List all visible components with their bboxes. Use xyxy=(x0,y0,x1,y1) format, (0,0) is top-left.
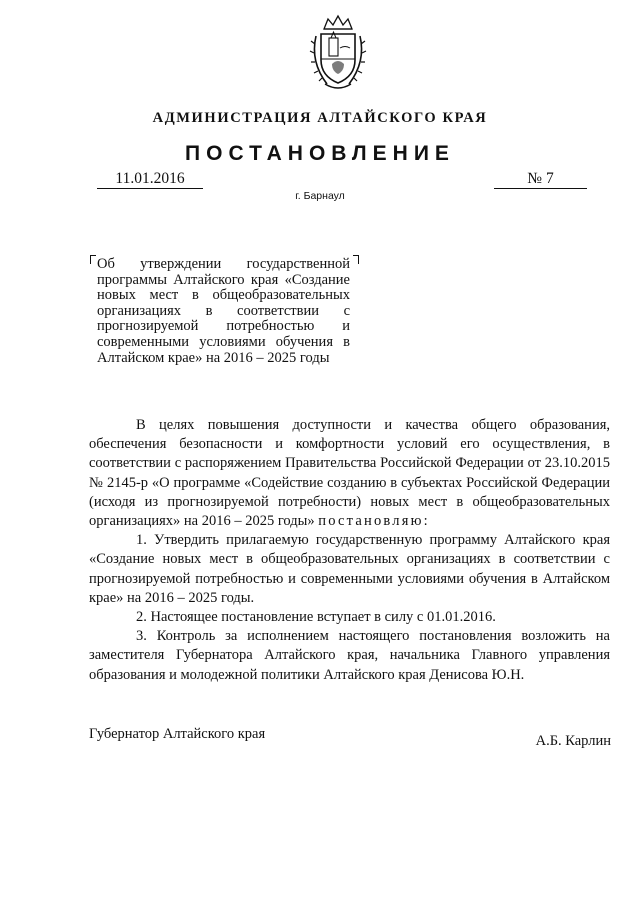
document-subject: Об утверждении государственной программы Алтайского края «Создание новых мест в общеобразовательных организациях в соответствии с прогнозируемой потребностью и современными условиями обучения в Алтайском крае» на 2016 – 2025 годы xyxy=(97,256,350,366)
item-paragraph: 2. Настоящее постановление вступает в силу с 01.01.2016. xyxy=(136,609,496,626)
subject-bracket-left xyxy=(90,255,96,264)
item-paragraph: 3. Контроль за исполнением настоящего постановления возложить на заместителя Губернатора Алтайского края, начальника Главного управления образования и молодежной политики Алтайского края Денисова Ю.Н. xyxy=(89,628,610,683)
coat-of-arms-icon xyxy=(307,14,369,94)
signatory-name: А.Б. Карлин xyxy=(535,733,611,749)
document-number: № 7 xyxy=(494,170,587,189)
signatory-title: Губернатор Алтайского края xyxy=(89,726,266,742)
city: г. Барнаул xyxy=(295,190,345,202)
subject-bracket-right xyxy=(353,255,359,264)
document-date: 11.01.2016 xyxy=(97,170,203,189)
document-body xyxy=(89,416,610,685)
item-paragraph: 1. Утвердить прилагаемую государственную программу Алтайского края «Создание новых мест в общеобразовательных организациях в соответствии с прогнозируемой потребностью и современными условиями обучения в Алтайском крае» на 2016 – 2025 годы. xyxy=(89,532,610,606)
preamble-paragraph xyxy=(89,416,610,531)
organization-name: АДМИНИСТРАЦИЯ АЛТАЙСКОГО КРАЯ xyxy=(152,110,488,126)
decree-word: постановляю: xyxy=(318,513,430,530)
document-type: ПОСТАНОВЛЕНИЕ xyxy=(185,142,455,165)
preamble-text: В целях повышения доступности и качества общего образования, обеспечения безопасности и комфортности условий его осуществления, в соответствии с распоряжением Правительства Российской Федерации от 23.10.2015 № 2145-р «О программе «Содействие созданию в субъектах Российской Федерации (исходя из прогнозируемой потребности) новых мест в общеобразовательных организациях» на 2016 – 2025 годы» xyxy=(89,417,610,530)
